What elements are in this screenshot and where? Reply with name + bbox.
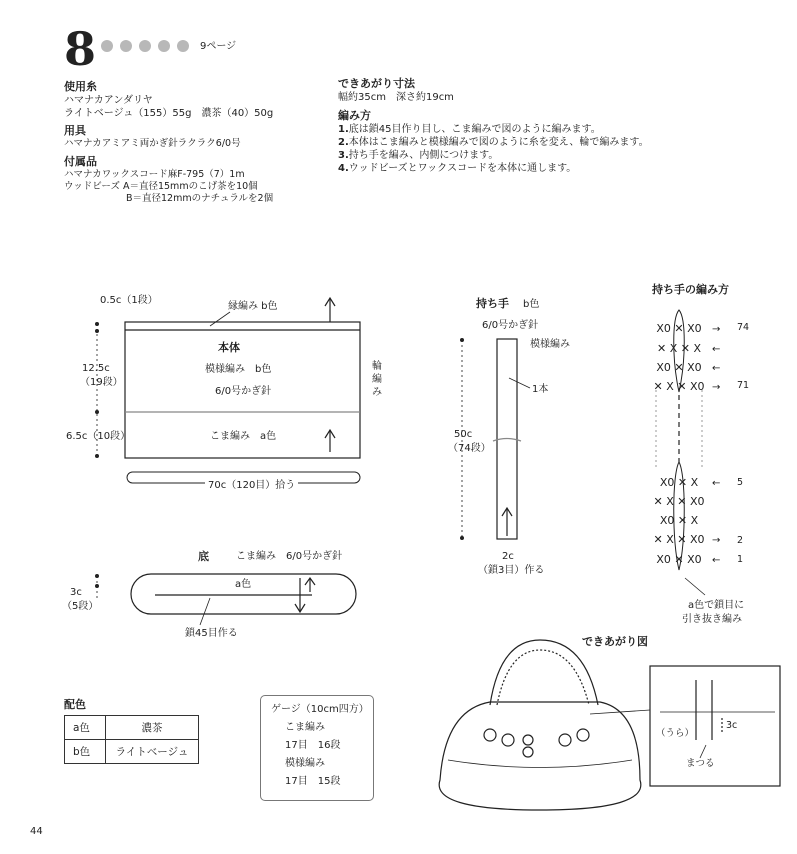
handle-color: b色 bbox=[523, 299, 540, 310]
colorways-title: 配色 bbox=[64, 698, 86, 711]
bag-outline bbox=[439, 702, 641, 810]
width-label: 70c（120目）拾う bbox=[205, 479, 298, 492]
handle-width: （鎖3目）作る bbox=[478, 565, 545, 576]
dim-mid-label: （19段） bbox=[80, 377, 123, 388]
gauge-title: ゲージ（10cm四方） bbox=[271, 704, 369, 715]
stitch-symbol: ✕ X ✕ X bbox=[657, 342, 701, 355]
handle-title: 持ち手 bbox=[476, 297, 509, 310]
handle-dim: （74段） bbox=[448, 443, 491, 454]
detail-dim-label: 3c bbox=[726, 720, 738, 731]
row-number: 5 bbox=[737, 477, 744, 488]
bag-handle-inner bbox=[497, 650, 589, 705]
dim-top-label: 0.5c（1段） bbox=[100, 295, 158, 306]
detail-sew-label: まつる bbox=[686, 758, 715, 769]
dim-bottom-label: 6.5c（10段） bbox=[66, 431, 131, 442]
dim-dot bbox=[95, 454, 99, 458]
bottom-title: 底 bbox=[198, 550, 209, 563]
notions-title: 付属品 bbox=[64, 155, 97, 168]
color-key: a色 bbox=[65, 716, 106, 740]
color-value: ライトベージュ bbox=[106, 740, 199, 764]
dim-dot bbox=[460, 338, 464, 342]
finished-size-value: 幅約35cm 深さ約19cm bbox=[338, 92, 454, 103]
notions-line: B＝直径12mmのナチュラルを2個 bbox=[126, 193, 274, 204]
body-hook-label: 6/0号かぎ針 bbox=[215, 386, 272, 397]
colorways-table bbox=[64, 715, 199, 764]
handle-count: 1本 bbox=[532, 384, 549, 395]
bottom-chain-label: 鎖45目作る bbox=[185, 628, 238, 639]
method-step: 3.持ち手を編み、内側につけます。 bbox=[338, 150, 499, 161]
leader-line bbox=[590, 710, 650, 714]
bottom-dim-label: （5段） bbox=[62, 601, 99, 612]
method-step: 4.ウッドビーズとワックスコードを本体に通します。 bbox=[338, 163, 577, 174]
handle-dim: 50c bbox=[454, 429, 473, 440]
row-arrow-icon: → bbox=[712, 535, 721, 546]
leader-line bbox=[210, 312, 230, 326]
yarn-title: 使用糸 bbox=[64, 80, 97, 93]
chart-note: 引き抜き編み bbox=[682, 614, 742, 625]
gauge-sc-value: 17目 16段 bbox=[285, 740, 341, 751]
dim-dot bbox=[460, 536, 464, 540]
sc-label: こま編み a色 bbox=[210, 431, 277, 442]
row-arrow-icon: → bbox=[712, 382, 721, 393]
dim-dot bbox=[95, 574, 99, 578]
leader-line bbox=[509, 378, 530, 388]
stitch-symbol: X0 ✕ X bbox=[659, 514, 699, 527]
body-title: 本体 bbox=[218, 341, 240, 354]
leader-line bbox=[200, 598, 210, 625]
bag-color-line bbox=[448, 760, 632, 768]
method-title: 編み方 bbox=[338, 109, 371, 122]
bottom-dim-label: 3c bbox=[70, 587, 82, 598]
gauge-sc: こま編み bbox=[285, 722, 325, 733]
color-value: 濃茶 bbox=[106, 716, 199, 740]
wood-bead-icon bbox=[523, 747, 533, 757]
method-step: 1.底は鎖45目作り目し、こま編みで図のように編みます。 bbox=[338, 124, 601, 135]
side-label: 輪編み bbox=[372, 361, 382, 398]
leader-line bbox=[700, 745, 706, 758]
leader-line bbox=[685, 578, 705, 595]
bottom-desc: こま編み 6/0号かぎ針 bbox=[236, 551, 343, 562]
stitch-symbol: ✕ X ✕ X0 bbox=[653, 495, 705, 508]
dim-dot bbox=[95, 329, 99, 333]
wood-bead-icon bbox=[484, 729, 496, 741]
finished-size-title: できあがり寸法 bbox=[338, 77, 415, 90]
row-number: 1 bbox=[737, 554, 744, 565]
page-number: 44 bbox=[30, 826, 43, 837]
body-pattern-label: 模様編み b色 bbox=[205, 364, 272, 375]
row-arrow-icon: ← bbox=[712, 478, 721, 489]
row-arrow-icon: → bbox=[712, 324, 721, 335]
row-number: 71 bbox=[737, 380, 750, 391]
gauge-pattern: 模様編み bbox=[285, 758, 325, 769]
bottom-color-label: a色 bbox=[235, 579, 252, 590]
handle-hook: 6/0号かぎ針 bbox=[482, 320, 539, 331]
handle-pattern: 模様編み bbox=[530, 339, 570, 350]
stitch-symbol: X0 ✕ X bbox=[659, 476, 699, 489]
chart-note: a色で鎖目に bbox=[688, 600, 745, 611]
tools-title: 用具 bbox=[64, 124, 86, 137]
dim-dot bbox=[95, 584, 99, 588]
row-arrow-icon: ← bbox=[712, 363, 721, 374]
row-arrows bbox=[712, 324, 720, 566]
handle-width: 2c bbox=[502, 551, 514, 562]
yarn-line: ライトベージュ（155）55g 濃茶（40）50g bbox=[64, 108, 274, 119]
gauge-pattern-value: 17目 15段 bbox=[285, 776, 341, 787]
handle-chart-title: 持ち手の編み方 bbox=[652, 283, 729, 296]
wood-bead-icon bbox=[577, 729, 589, 741]
stitch-symbol: X0 ✕ X0 bbox=[656, 361, 702, 374]
detail-inner-label: （うら） bbox=[656, 728, 695, 739]
table-row bbox=[65, 716, 199, 740]
stitch-symbol: ✕ X ✕ X0 bbox=[653, 380, 705, 393]
method-step: 2.本体はこま編みと模様編みで図のように糸を変え、輪で編みます。 bbox=[338, 137, 649, 148]
row-number: 74 bbox=[737, 322, 750, 333]
dim-dot bbox=[95, 322, 99, 326]
notions-line: ハマナカワックスコード麻F-795（7）1m bbox=[64, 169, 245, 180]
pattern-number: 8 bbox=[64, 22, 97, 76]
row-number: 2 bbox=[737, 535, 744, 546]
edge-label: 縁編み b色 bbox=[228, 301, 278, 312]
dim-dot bbox=[95, 410, 99, 414]
tools-line: ハマナカアミアミ両かぎ針ラクラク6/0号 bbox=[64, 138, 241, 149]
table-row bbox=[65, 740, 199, 764]
notions-line: ウッドビーズ A＝直径15mmのこげ茶を10個 bbox=[64, 181, 258, 192]
finished-figure-title: できあがり図 bbox=[582, 635, 648, 648]
dim-mid-label: 12.5c bbox=[82, 363, 110, 374]
yarn-line: ハマナカアンダリヤ bbox=[64, 95, 153, 106]
wood-bead-icon bbox=[502, 734, 514, 746]
stitch-symbol: X0 ✕ X0 bbox=[656, 553, 702, 566]
wood-bead-icon bbox=[523, 735, 533, 745]
stitch-symbol: X0 ✕ X0 bbox=[656, 322, 702, 335]
bag-handle-outer bbox=[490, 640, 598, 705]
stitch-symbol: ✕ X ✕ X0 bbox=[653, 533, 705, 546]
page-reference: 9ページ bbox=[200, 41, 237, 52]
row-arrow-icon: ← bbox=[712, 344, 721, 355]
color-key: b色 bbox=[65, 740, 106, 764]
wood-bead-icon bbox=[559, 734, 571, 746]
row-arrow-icon: ← bbox=[712, 555, 721, 566]
detail-box bbox=[650, 666, 780, 786]
